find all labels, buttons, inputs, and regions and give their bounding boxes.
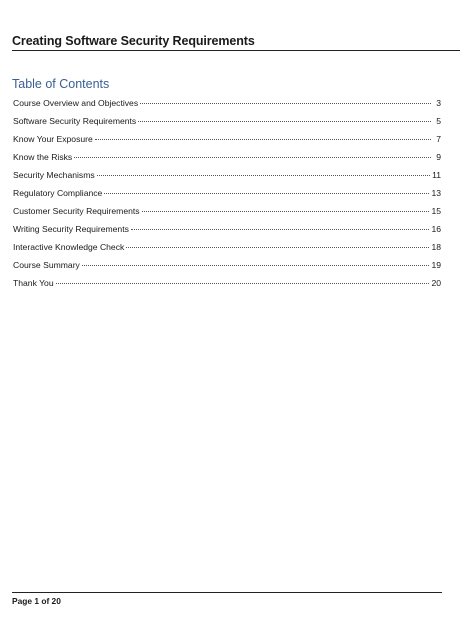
toc-dot-leader	[140, 103, 431, 104]
toc-entry-page[interactable]: 18	[431, 242, 441, 252]
toc-entry-label[interactable]: Regulatory Compliance	[13, 188, 103, 198]
toc-entry-page[interactable]: 13	[431, 188, 441, 198]
toc-entry[interactable]	[13, 134, 441, 152]
footer-divider	[12, 592, 442, 593]
toc-dot-leader	[126, 247, 429, 248]
toc-entry-label[interactable]: Know Your Exposure	[13, 134, 93, 144]
toc-entry-label[interactable]: Customer Security Requirements	[13, 206, 140, 216]
toc-dot-leader	[131, 229, 430, 230]
toc-entry-label[interactable]: Thank You	[13, 278, 54, 288]
toc-entry-page[interactable]: 19	[431, 260, 441, 270]
toc-dot-leader	[56, 283, 430, 284]
toc-entry-label[interactable]: Know the Risks	[13, 152, 73, 162]
toc-entry[interactable]	[13, 188, 441, 206]
toc-dot-leader	[142, 211, 430, 212]
toc-entry-page[interactable]: 11	[432, 170, 441, 180]
toc-entry-label[interactable]: Course Overview and Objectives	[13, 98, 139, 108]
toc-entry-label[interactable]: Interactive Knowledge Check	[13, 242, 125, 252]
toc-entry-label[interactable]: Software Security Requirements	[13, 116, 137, 126]
toc-entry[interactable]	[13, 98, 441, 116]
toc-heading: Table of Contents	[12, 77, 110, 91]
toc-dot-leader	[82, 265, 430, 266]
toc-dot-leader	[104, 193, 429, 194]
toc-entry-page[interactable]: 9	[436, 152, 441, 162]
toc-entry-page[interactable]: 16	[431, 224, 441, 234]
toc-entry-label[interactable]: Course Summary	[13, 260, 80, 270]
toc-dot-leader	[138, 121, 431, 122]
page-number: Page 1 of 20	[12, 596, 61, 606]
toc-entry[interactable]	[13, 278, 441, 296]
toc-entry[interactable]	[13, 170, 441, 188]
toc-entry[interactable]	[13, 116, 441, 134]
toc-entry-page[interactable]: 7	[436, 134, 441, 144]
toc-entry-page[interactable]: 20	[431, 278, 441, 288]
toc-entry[interactable]	[13, 260, 441, 278]
toc-dot-leader	[74, 157, 431, 158]
toc-entry[interactable]	[13, 242, 441, 260]
document-header	[12, 34, 460, 51]
document-title: Creating Software Security Requirements	[12, 34, 255, 48]
toc-entry[interactable]	[13, 224, 441, 242]
toc-entry[interactable]	[13, 206, 441, 224]
toc-entry[interactable]	[13, 152, 441, 170]
toc-entry-page[interactable]: 3	[436, 98, 441, 108]
toc-entry-page[interactable]: 5	[436, 116, 441, 126]
toc-entry-label[interactable]: Writing Security Requirements	[13, 224, 129, 234]
toc-entry-page[interactable]: 15	[431, 206, 441, 216]
page-footer	[12, 592, 442, 606]
header-divider	[12, 50, 460, 51]
toc-dot-leader	[95, 139, 431, 140]
toc-entry-label[interactable]: Security Mechanisms	[13, 170, 95, 180]
toc-dot-leader	[97, 175, 430, 176]
toc-list	[13, 98, 441, 296]
